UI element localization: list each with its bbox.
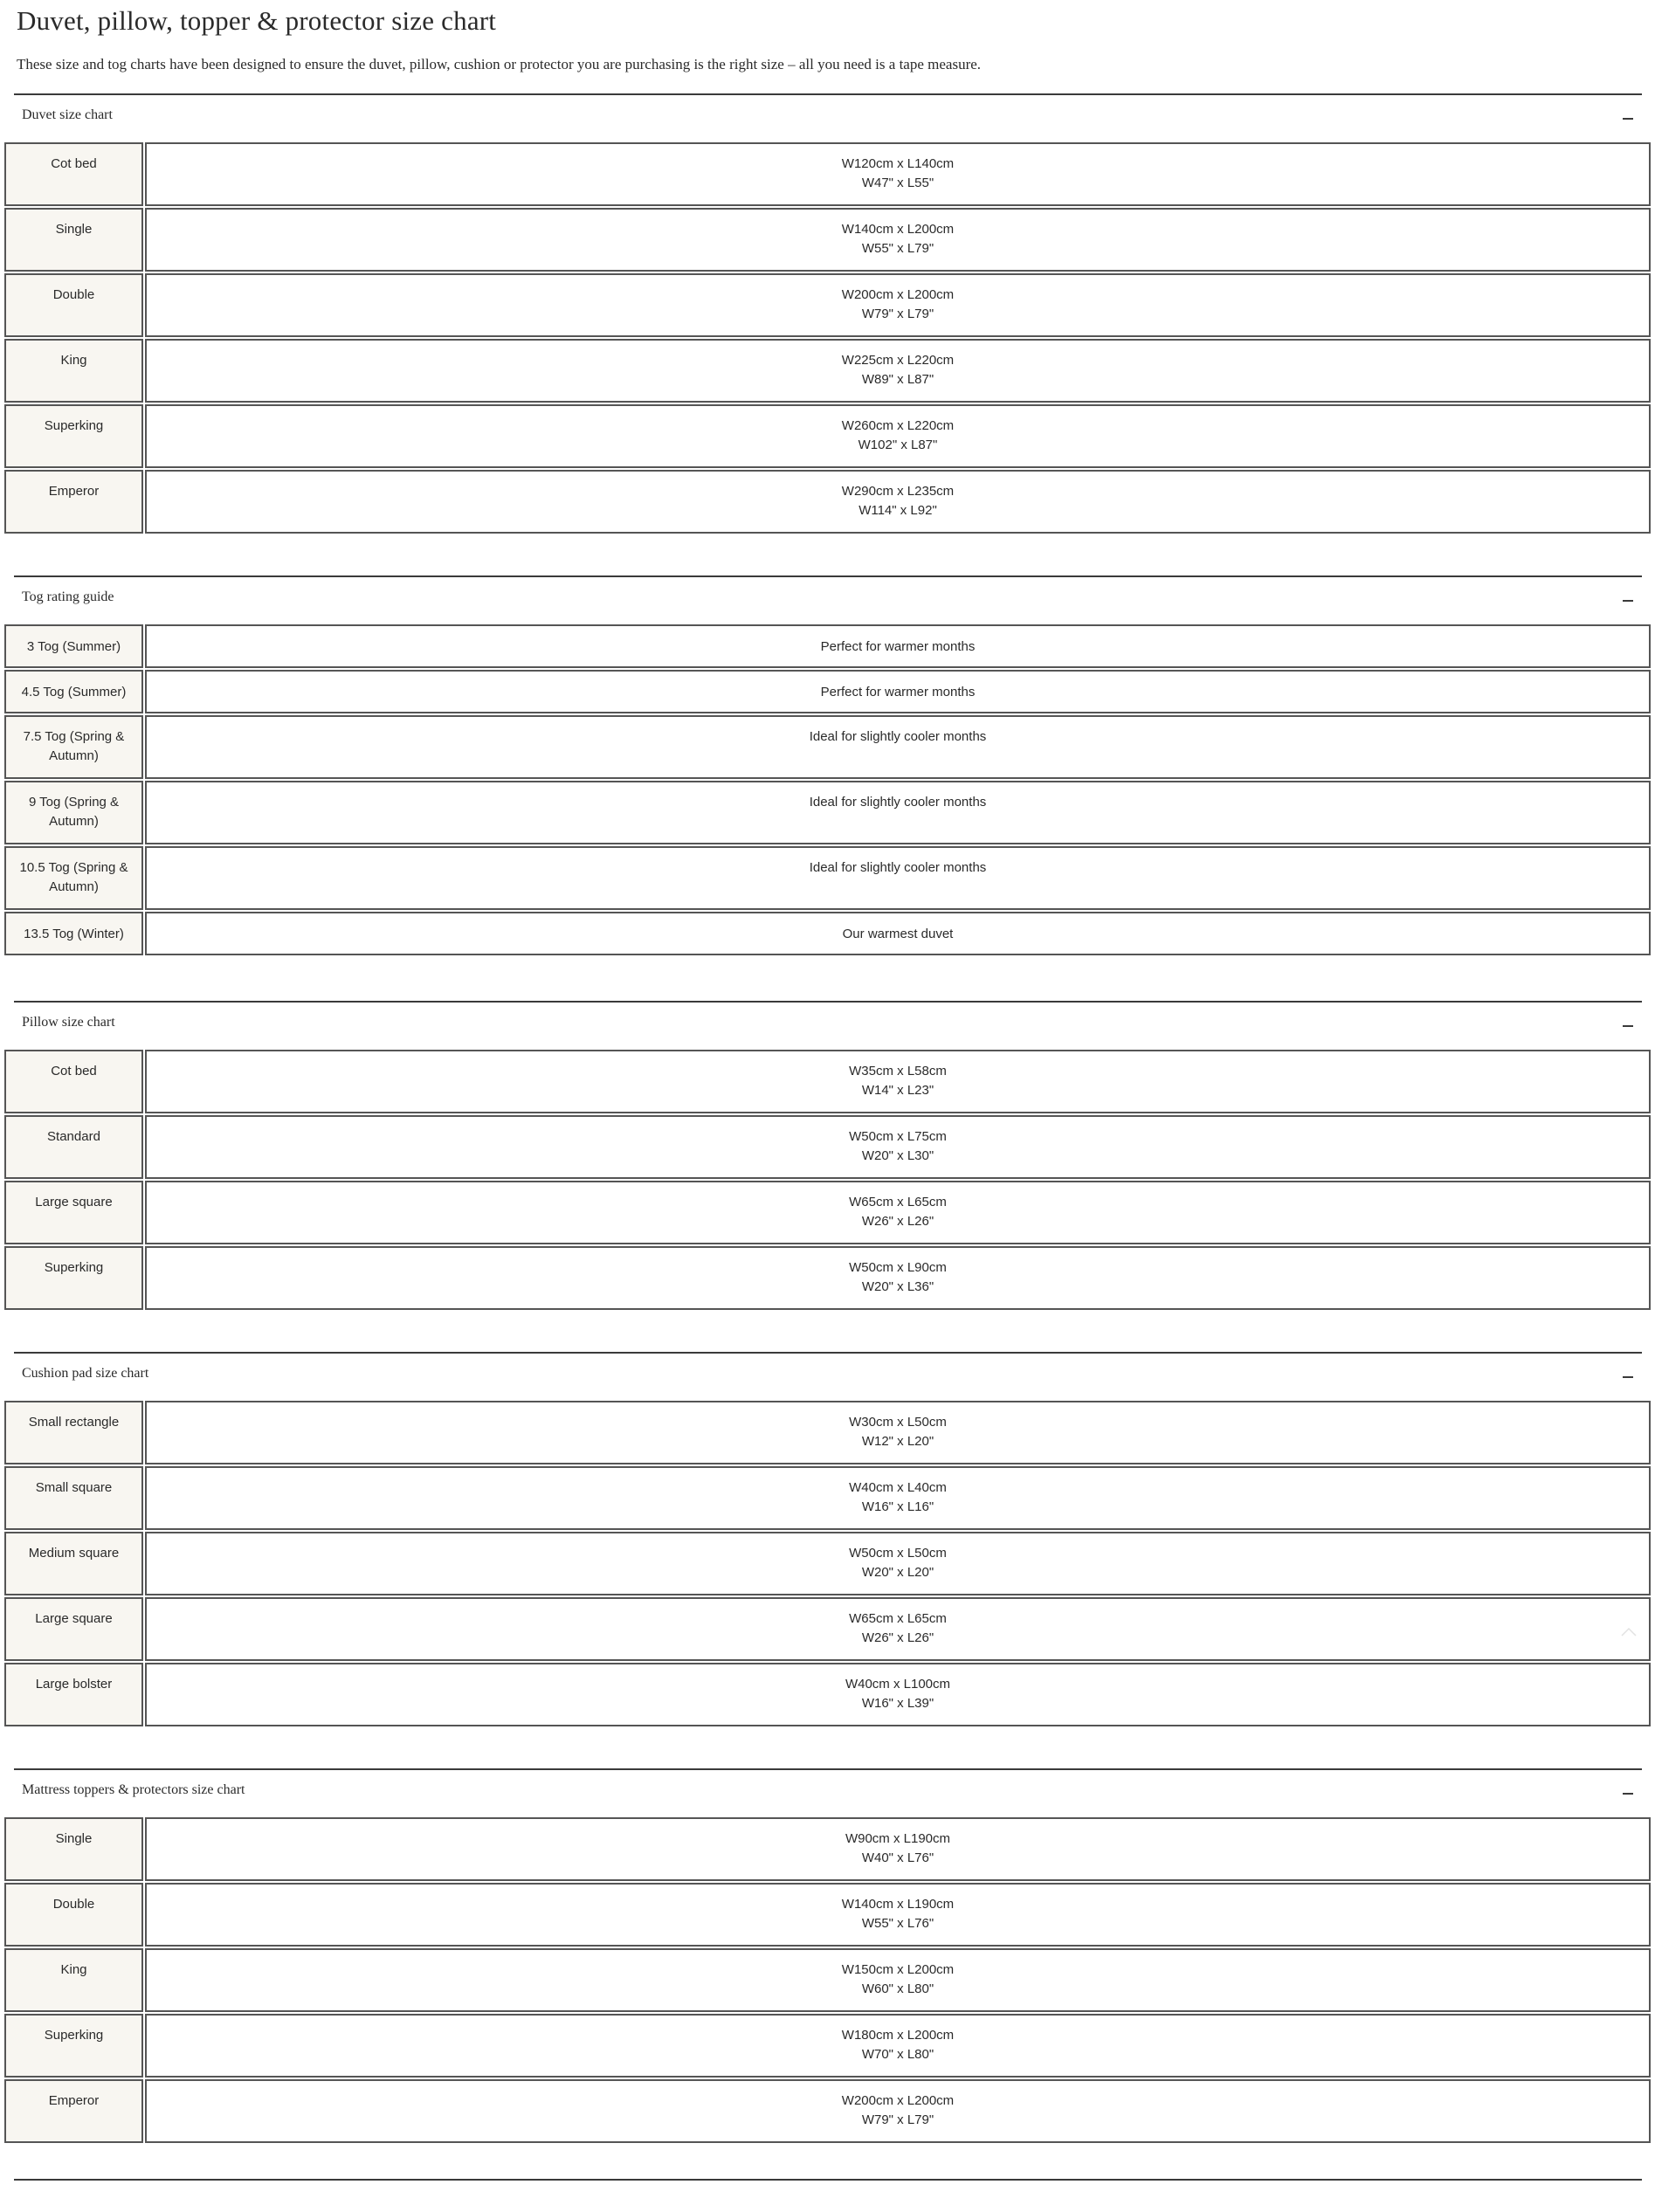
- imperial-value: W89" x L87": [861, 372, 934, 387]
- imperial-value: W60" x L80": [861, 1981, 934, 1996]
- table-row: [4, 1948, 1651, 2012]
- table-row: [4, 1181, 1651, 1244]
- accordion-header-duvet[interactable]: [14, 93, 1642, 141]
- row-label: Emperor: [4, 2079, 143, 2143]
- metric-value: W35cm x L58cm: [849, 1064, 947, 1078]
- imperial-value: W26" x L26": [861, 1630, 934, 1645]
- row-value: [145, 1466, 1651, 1530]
- bottom-divider: [14, 2179, 1642, 2181]
- row-label: 4.5 Tog (Summer): [4, 670, 143, 713]
- size-table: [4, 142, 1651, 535]
- row-label: Double: [4, 273, 143, 337]
- row-label: King: [4, 1948, 143, 2012]
- table-row: [4, 273, 1651, 337]
- imperial-value: W16" x L16": [861, 1499, 934, 1514]
- metric-value: W140cm x L200cm: [841, 222, 955, 237]
- row-label: Single: [4, 208, 143, 272]
- row-value: [145, 1597, 1651, 1661]
- imperial-value: W47" x L55": [861, 176, 934, 190]
- row-label: Cot bed: [4, 1050, 143, 1113]
- row-value: [145, 1663, 1651, 1726]
- row-label: Large square: [4, 1181, 143, 1244]
- imperial-value: W102" x L87": [858, 438, 938, 452]
- metric-value: W40cm x L40cm: [849, 1480, 947, 1495]
- row-value: [145, 470, 1651, 534]
- accordion-header-mattress[interactable]: [14, 1768, 1642, 1816]
- metric-value: W140cm x L190cm: [841, 1897, 955, 1912]
- imperial-value: W79" x L79": [861, 307, 934, 321]
- metric-value: W150cm x L200cm: [841, 1962, 955, 1977]
- row-value: Our warmest duvet: [145, 912, 1651, 955]
- row-value: Ideal for slightly cooler months: [145, 781, 1651, 844]
- row-value: [145, 1532, 1651, 1595]
- table-row: [4, 781, 1651, 844]
- table-row: [4, 846, 1651, 910]
- imperial-value: W55" x L79": [861, 241, 934, 256]
- row-label: Single: [4, 1817, 143, 1881]
- minus-icon[interactable]: [1623, 1025, 1633, 1027]
- row-label: 10.5 Tog (Spring & Autumn): [4, 846, 143, 910]
- minus-icon[interactable]: [1623, 600, 1633, 602]
- row-label: Superking: [4, 1246, 143, 1310]
- row-label: Double: [4, 1883, 143, 1947]
- row-label: 13.5 Tog (Winter): [4, 912, 143, 955]
- metric-value: W90cm x L190cm: [845, 1831, 951, 1846]
- chevron-up-icon[interactable]: [1620, 1623, 1638, 1641]
- row-label: King: [4, 339, 143, 403]
- size-table: [4, 1050, 1651, 1312]
- row-label: 9 Tog (Spring & Autumn): [4, 781, 143, 844]
- table-row: [4, 1663, 1651, 1726]
- table-row: [4, 1246, 1651, 1310]
- row-value: [145, 1181, 1651, 1244]
- row-value: Ideal for slightly cooler months: [145, 846, 1651, 910]
- imperial-value: W79" x L79": [861, 2112, 934, 2127]
- row-label: Cot bed: [4, 142, 143, 206]
- table-row: [4, 912, 1651, 955]
- row-label: Superking: [4, 2014, 143, 2078]
- row-label: Medium square: [4, 1532, 143, 1595]
- section-title: Duvet size chart: [22, 107, 113, 122]
- imperial-value: W12" x L20": [861, 1434, 934, 1449]
- intro-text: These size and tog charts have been designed to ensure the duvet, pillow, cushion or protector you are purchasing is the right size – all you need is a tape measure.: [17, 56, 982, 72]
- metric-value: W40cm x L100cm: [845, 1677, 951, 1692]
- metric-value: W200cm x L200cm: [841, 287, 955, 302]
- row-label: Small square: [4, 1466, 143, 1530]
- row-value: [145, 1817, 1651, 1881]
- page-title: Duvet, pillow, topper & protector size chart: [17, 5, 497, 36]
- imperial-value: W14" x L23": [861, 1083, 934, 1098]
- table-row: [4, 404, 1651, 468]
- row-value: [145, 2079, 1651, 2143]
- row-value: Ideal for slightly cooler months: [145, 715, 1651, 779]
- imperial-value: W114" x L92": [859, 503, 937, 518]
- row-label: 7.5 Tog (Spring & Autumn): [4, 715, 143, 779]
- table-row: [4, 339, 1651, 403]
- table-row: [4, 670, 1651, 713]
- row-label: Small rectangle: [4, 1401, 143, 1464]
- row-label: Emperor: [4, 470, 143, 534]
- minus-icon[interactable]: [1623, 118, 1633, 120]
- tog-table: [4, 624, 1651, 957]
- row-value: Perfect for warmer months: [145, 670, 1651, 713]
- row-value: [145, 339, 1651, 403]
- table-row: [4, 715, 1651, 779]
- row-value: [145, 1883, 1651, 1947]
- row-label: Superking: [4, 404, 143, 468]
- size-table: [4, 1817, 1651, 2145]
- section-title: Mattress toppers & protectors size chart: [22, 1782, 245, 1797]
- table-row: [4, 208, 1651, 272]
- table-row: [4, 1401, 1651, 1464]
- section-title: Cushion pad size chart: [22, 1366, 149, 1381]
- metric-value: W50cm x L50cm: [849, 1546, 947, 1561]
- table-row: [4, 1466, 1651, 1530]
- metric-value: W200cm x L200cm: [841, 2093, 955, 2108]
- imperial-value: W40" x L76": [861, 1850, 934, 1865]
- section-title: Pillow size chart: [22, 1015, 115, 1030]
- minus-icon[interactable]: [1623, 1376, 1633, 1378]
- row-value: [145, 1401, 1651, 1464]
- table-row: [4, 470, 1651, 534]
- row-value: [145, 404, 1651, 468]
- row-label: Large square: [4, 1597, 143, 1661]
- table-row: [4, 2079, 1651, 2143]
- metric-value: W50cm x L75cm: [849, 1129, 947, 1144]
- metric-value: W225cm x L220cm: [841, 353, 955, 368]
- metric-value: W120cm x L140cm: [841, 156, 955, 171]
- accordion-header-tog[interactable]: [14, 575, 1642, 624]
- metric-value: W290cm x L235cm: [841, 484, 955, 499]
- imperial-value: W20" x L20": [861, 1565, 934, 1580]
- imperial-value: W70" x L80": [861, 2047, 934, 2062]
- accordion-header-cushion[interactable]: [14, 1352, 1642, 1400]
- metric-value: W65cm x L65cm: [849, 1611, 947, 1626]
- accordion-header-pillow[interactable]: [14, 1001, 1642, 1049]
- row-value: [145, 1050, 1651, 1113]
- imperial-value: W20" x L36": [861, 1279, 934, 1294]
- metric-value: W180cm x L200cm: [841, 2028, 955, 2043]
- table-row: [4, 1115, 1651, 1179]
- section-title: Tog rating guide: [22, 589, 114, 604]
- row-value: [145, 1948, 1651, 2012]
- row-value: [145, 2014, 1651, 2078]
- row-value: [145, 142, 1651, 206]
- row-value: Perfect for warmer months: [145, 624, 1651, 668]
- table-row: [4, 1050, 1651, 1113]
- row-label: 3 Tog (Summer): [4, 624, 143, 668]
- table-row: [4, 1532, 1651, 1595]
- size-table: [4, 1401, 1651, 1728]
- table-row: [4, 1597, 1651, 1661]
- metric-value: W65cm x L65cm: [849, 1195, 947, 1209]
- row-label: Standard: [4, 1115, 143, 1179]
- imperial-value: W16" x L39": [861, 1696, 934, 1711]
- row-label: Large bolster: [4, 1663, 143, 1726]
- imperial-value: W26" x L26": [861, 1214, 934, 1229]
- imperial-value: W55" x L76": [861, 1916, 934, 1931]
- metric-value: W260cm x L220cm: [841, 418, 955, 433]
- metric-value: W50cm x L90cm: [849, 1260, 947, 1275]
- imperial-value: W20" x L30": [861, 1148, 934, 1163]
- table-row: [4, 1817, 1651, 1881]
- minus-icon[interactable]: [1623, 1793, 1633, 1795]
- table-row: [4, 1883, 1651, 1947]
- row-value: [145, 273, 1651, 337]
- table-row: [4, 624, 1651, 668]
- row-value: [145, 1246, 1651, 1310]
- table-row: [4, 2014, 1651, 2078]
- row-value: [145, 1115, 1651, 1179]
- metric-value: W30cm x L50cm: [849, 1415, 947, 1430]
- row-value: [145, 208, 1651, 272]
- table-row: [4, 142, 1651, 206]
